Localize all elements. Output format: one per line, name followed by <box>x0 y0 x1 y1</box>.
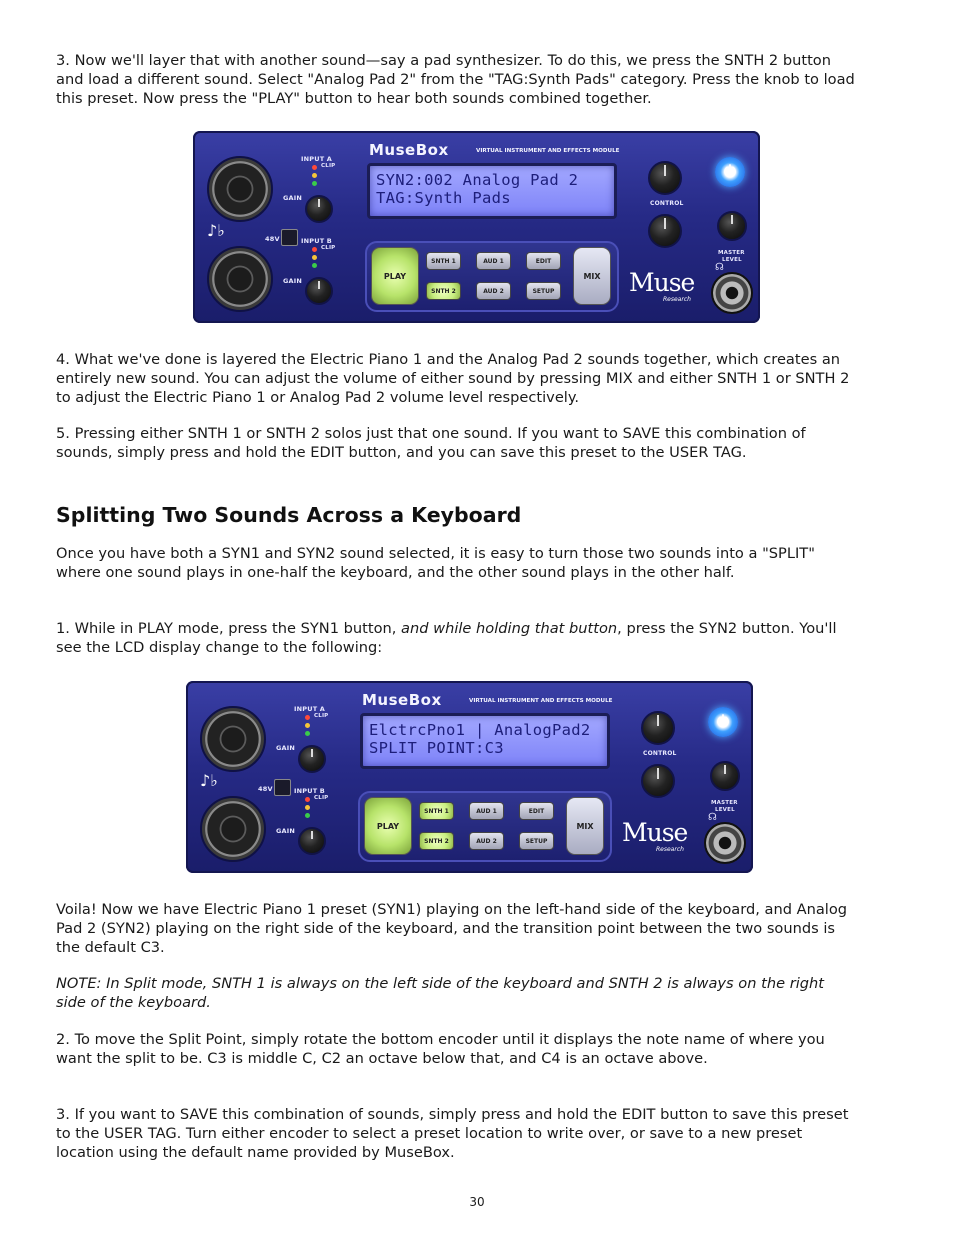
lcd-line-2: SPLIT POINT:C3 <box>369 739 504 757</box>
signal-a-led-yellow <box>312 173 317 178</box>
clip-b-label: CLIP <box>321 245 336 251</box>
page-number: 30 <box>469 1195 485 1209</box>
split-note-paragraph <box>56 975 856 1013</box>
clip-a-label: CLIP <box>314 713 329 719</box>
clip-a-led <box>305 715 310 720</box>
research-label: Research <box>663 296 691 303</box>
headphone-output-jack[interactable] <box>704 822 746 864</box>
power-button[interactable] <box>715 157 745 187</box>
master-level-knob[interactable] <box>710 761 740 791</box>
lcd-display <box>367 163 617 219</box>
signal-a-led-green <box>312 181 317 186</box>
research-label: Research <box>656 846 684 853</box>
setup-button[interactable]: SETUP <box>526 282 561 300</box>
power-icon <box>716 714 730 728</box>
split-step-1-text-end: , press the SYN2 button. You'll see the LCD display change to the following: <box>56 620 837 656</box>
split-step-2-paragraph: 2. To move the Split Point, simply rotate the bottom encoder until it displays the note name of where you want the split to be. C3 is middle C, C2 an octave below that, and C4 is an octave above. <box>56 1031 825 1067</box>
play-button[interactable]: PLAY <box>364 797 412 855</box>
control-encoder-top[interactable] <box>648 161 682 195</box>
split-step-3-paragraph: 3. If you want to SAVE this combination of sounds, simply press and hold the EDIT button to save this preset to the USER TAG. Turn either encoder to select a preset location to write over, or save to a new preset location using the default name provided by MuseBox. <box>56 1106 849 1161</box>
phantom-48v-label: 48V <box>265 235 280 243</box>
lcd-line-1: SYN2:002 Analog Pad 2 <box>376 171 579 189</box>
clip-b-led <box>305 797 310 802</box>
musebox-logo: MuseBox <box>369 141 449 159</box>
lcd-display <box>360 713 610 769</box>
clip-b-led <box>312 247 317 252</box>
musebox-front-panel-layered <box>193 131 760 323</box>
signal-b-led-yellow <box>312 255 317 260</box>
snth2-button[interactable]: SNTH 2 <box>426 282 461 300</box>
clip-b-label: CLIP <box>314 795 329 801</box>
master-label: MASTER <box>711 800 738 806</box>
control-label: CONTROL <box>643 750 677 757</box>
musebox-tagline: VIRTUAL INSTRUMENT AND EFFECTS MODULE <box>469 698 613 704</box>
phantom-48v-button[interactable] <box>281 229 298 246</box>
split-note-text: NOTE: In Split mode, SNTH 1 is always on the left side of the keyboard and SNTH 2 is always on the right side of the keyboard. <box>56 975 824 1011</box>
snth1-button[interactable]: SNTH 1 <box>419 802 454 820</box>
phantom-48v-label: 48V <box>258 785 273 793</box>
headphone-output-jack[interactable] <box>711 272 753 314</box>
edit-button[interactable]: EDIT <box>519 802 554 820</box>
input-b-label: INPUT B <box>294 787 325 795</box>
lcd-line-2: TAG:Synth Pads <box>376 189 511 207</box>
gain-b-label: GAIN <box>283 277 303 285</box>
signal-a-led-yellow <box>305 723 310 728</box>
clip-a-led <box>312 165 317 170</box>
mix-button[interactable]: MIX <box>566 797 604 855</box>
gain-a-knob[interactable] <box>298 745 326 773</box>
input-a-label: INPUT A <box>294 705 326 713</box>
muse-research-logo: Muse <box>629 268 695 297</box>
guitar-icon: ♪♭ <box>200 771 218 790</box>
guitar-icon: ♪♭ <box>207 221 225 240</box>
gain-a-label: GAIN <box>283 194 303 202</box>
step-3-layer-paragraph: 3. Now we'll layer that with another sound—say a pad synthesizer. To do this, we press the SNTH 2 button and load a different sound. Select "Analog Pad 2" from the "TAG:Synth Pads" category. Press the knob to load this preset. Now press the "PLAY" button to hear both sounds combined together. <box>56 52 855 107</box>
gain-a-knob[interactable] <box>305 195 333 223</box>
aud2-button[interactable]: AUD 2 <box>476 282 511 300</box>
phantom-48v-button[interactable] <box>274 779 291 796</box>
play-button[interactable]: PLAY <box>371 247 419 305</box>
power-button[interactable] <box>708 707 738 737</box>
master-level-knob[interactable] <box>717 211 747 241</box>
musebox-logo: MuseBox <box>362 691 442 709</box>
input-b-label: INPUT B <box>301 237 332 245</box>
control-encoder-bottom[interactable] <box>648 214 682 248</box>
gain-b-knob[interactable] <box>305 277 333 305</box>
control-label: CONTROL <box>650 200 684 207</box>
clip-a-label: CLIP <box>321 163 336 169</box>
split-step-1-text: 1. While in PLAY mode, press the SYN1 button, <box>56 620 402 637</box>
input-b-combo-jack[interactable] <box>207 246 273 312</box>
voila-paragraph: Voila! Now we have Electric Piano 1 preset (SYN1) playing on the left-hand side of the keyboard, and Analog Pad 2 (SYN2) playing on the right side of the keyboard, and the transition point between the two sounds is the default C3. <box>56 901 848 956</box>
split-step-1-paragraph <box>56 620 856 658</box>
power-icon <box>723 164 737 178</box>
mix-button[interactable]: MIX <box>573 247 611 305</box>
headphone-icon: ☊ <box>715 262 725 273</box>
headphone-icon: ☊ <box>708 812 718 823</box>
input-a-combo-jack[interactable] <box>207 156 273 222</box>
muse-research-logo: Muse <box>622 818 688 847</box>
gain-b-label: GAIN <box>276 827 296 835</box>
signal-b-led-green <box>305 813 310 818</box>
level-label: LEVEL <box>722 257 742 263</box>
snth2-button[interactable]: SNTH 2 <box>419 832 454 850</box>
step-4-paragraph: 4. What we've done is layered the Electric Piano 1 and the Analog Pad 2 sounds together, which creates an entirely new sound. You can adjust the volume of either sound by pressing MIX and either SNTH 1 or SNTH 2 to adjust the Electric Piano 1 or Analog Pad 2 volume level respectively. <box>56 351 850 406</box>
aud2-button[interactable]: AUD 2 <box>469 832 504 850</box>
input-a-label: INPUT A <box>301 155 333 163</box>
musebox-front-panel-split <box>186 681 753 873</box>
step-5-paragraph: 5. Pressing either SNTH 1 or SNTH 2 solos just that one sound. If you want to SAVE this combination of sounds, simply press and hold the EDIT button, and you can save this preset to the USER TAG. <box>56 425 806 461</box>
signal-b-led-green <box>312 263 317 268</box>
split-intro-paragraph: Once you have both a SYN1 and SYN2 sound selected, it is easy to turn those two sounds into a "SPLIT" where one sound plays in one-half the keyboard, and the other sound plays in the other half. <box>56 545 815 581</box>
split-step-1-emphasis: and while holding that button <box>401 620 618 637</box>
signal-b-led-yellow <box>305 805 310 810</box>
input-a-combo-jack[interactable] <box>200 706 266 772</box>
aud1-button[interactable]: AUD 1 <box>469 802 504 820</box>
edit-button[interactable]: EDIT <box>526 252 561 270</box>
signal-a-led-green <box>305 731 310 736</box>
snth1-button[interactable]: SNTH 1 <box>426 252 461 270</box>
level-label: LEVEL <box>715 807 735 813</box>
setup-button[interactable]: SETUP <box>519 832 554 850</box>
input-b-combo-jack[interactable] <box>200 796 266 862</box>
musebox-tagline: VIRTUAL INSTRUMENT AND EFFECTS MODULE <box>476 148 620 154</box>
gain-a-label: GAIN <box>276 744 296 752</box>
lcd-line-1: ElctrcPno1 | AnalogPad2 <box>369 721 591 739</box>
control-encoder-bottom[interactable] <box>641 764 675 798</box>
gain-b-knob[interactable] <box>298 827 326 855</box>
section-heading: Splitting Two Sounds Across a Keyboard <box>56 503 522 527</box>
aud1-button[interactable]: AUD 1 <box>476 252 511 270</box>
control-encoder-top[interactable] <box>641 711 675 745</box>
master-label: MASTER <box>718 250 745 256</box>
